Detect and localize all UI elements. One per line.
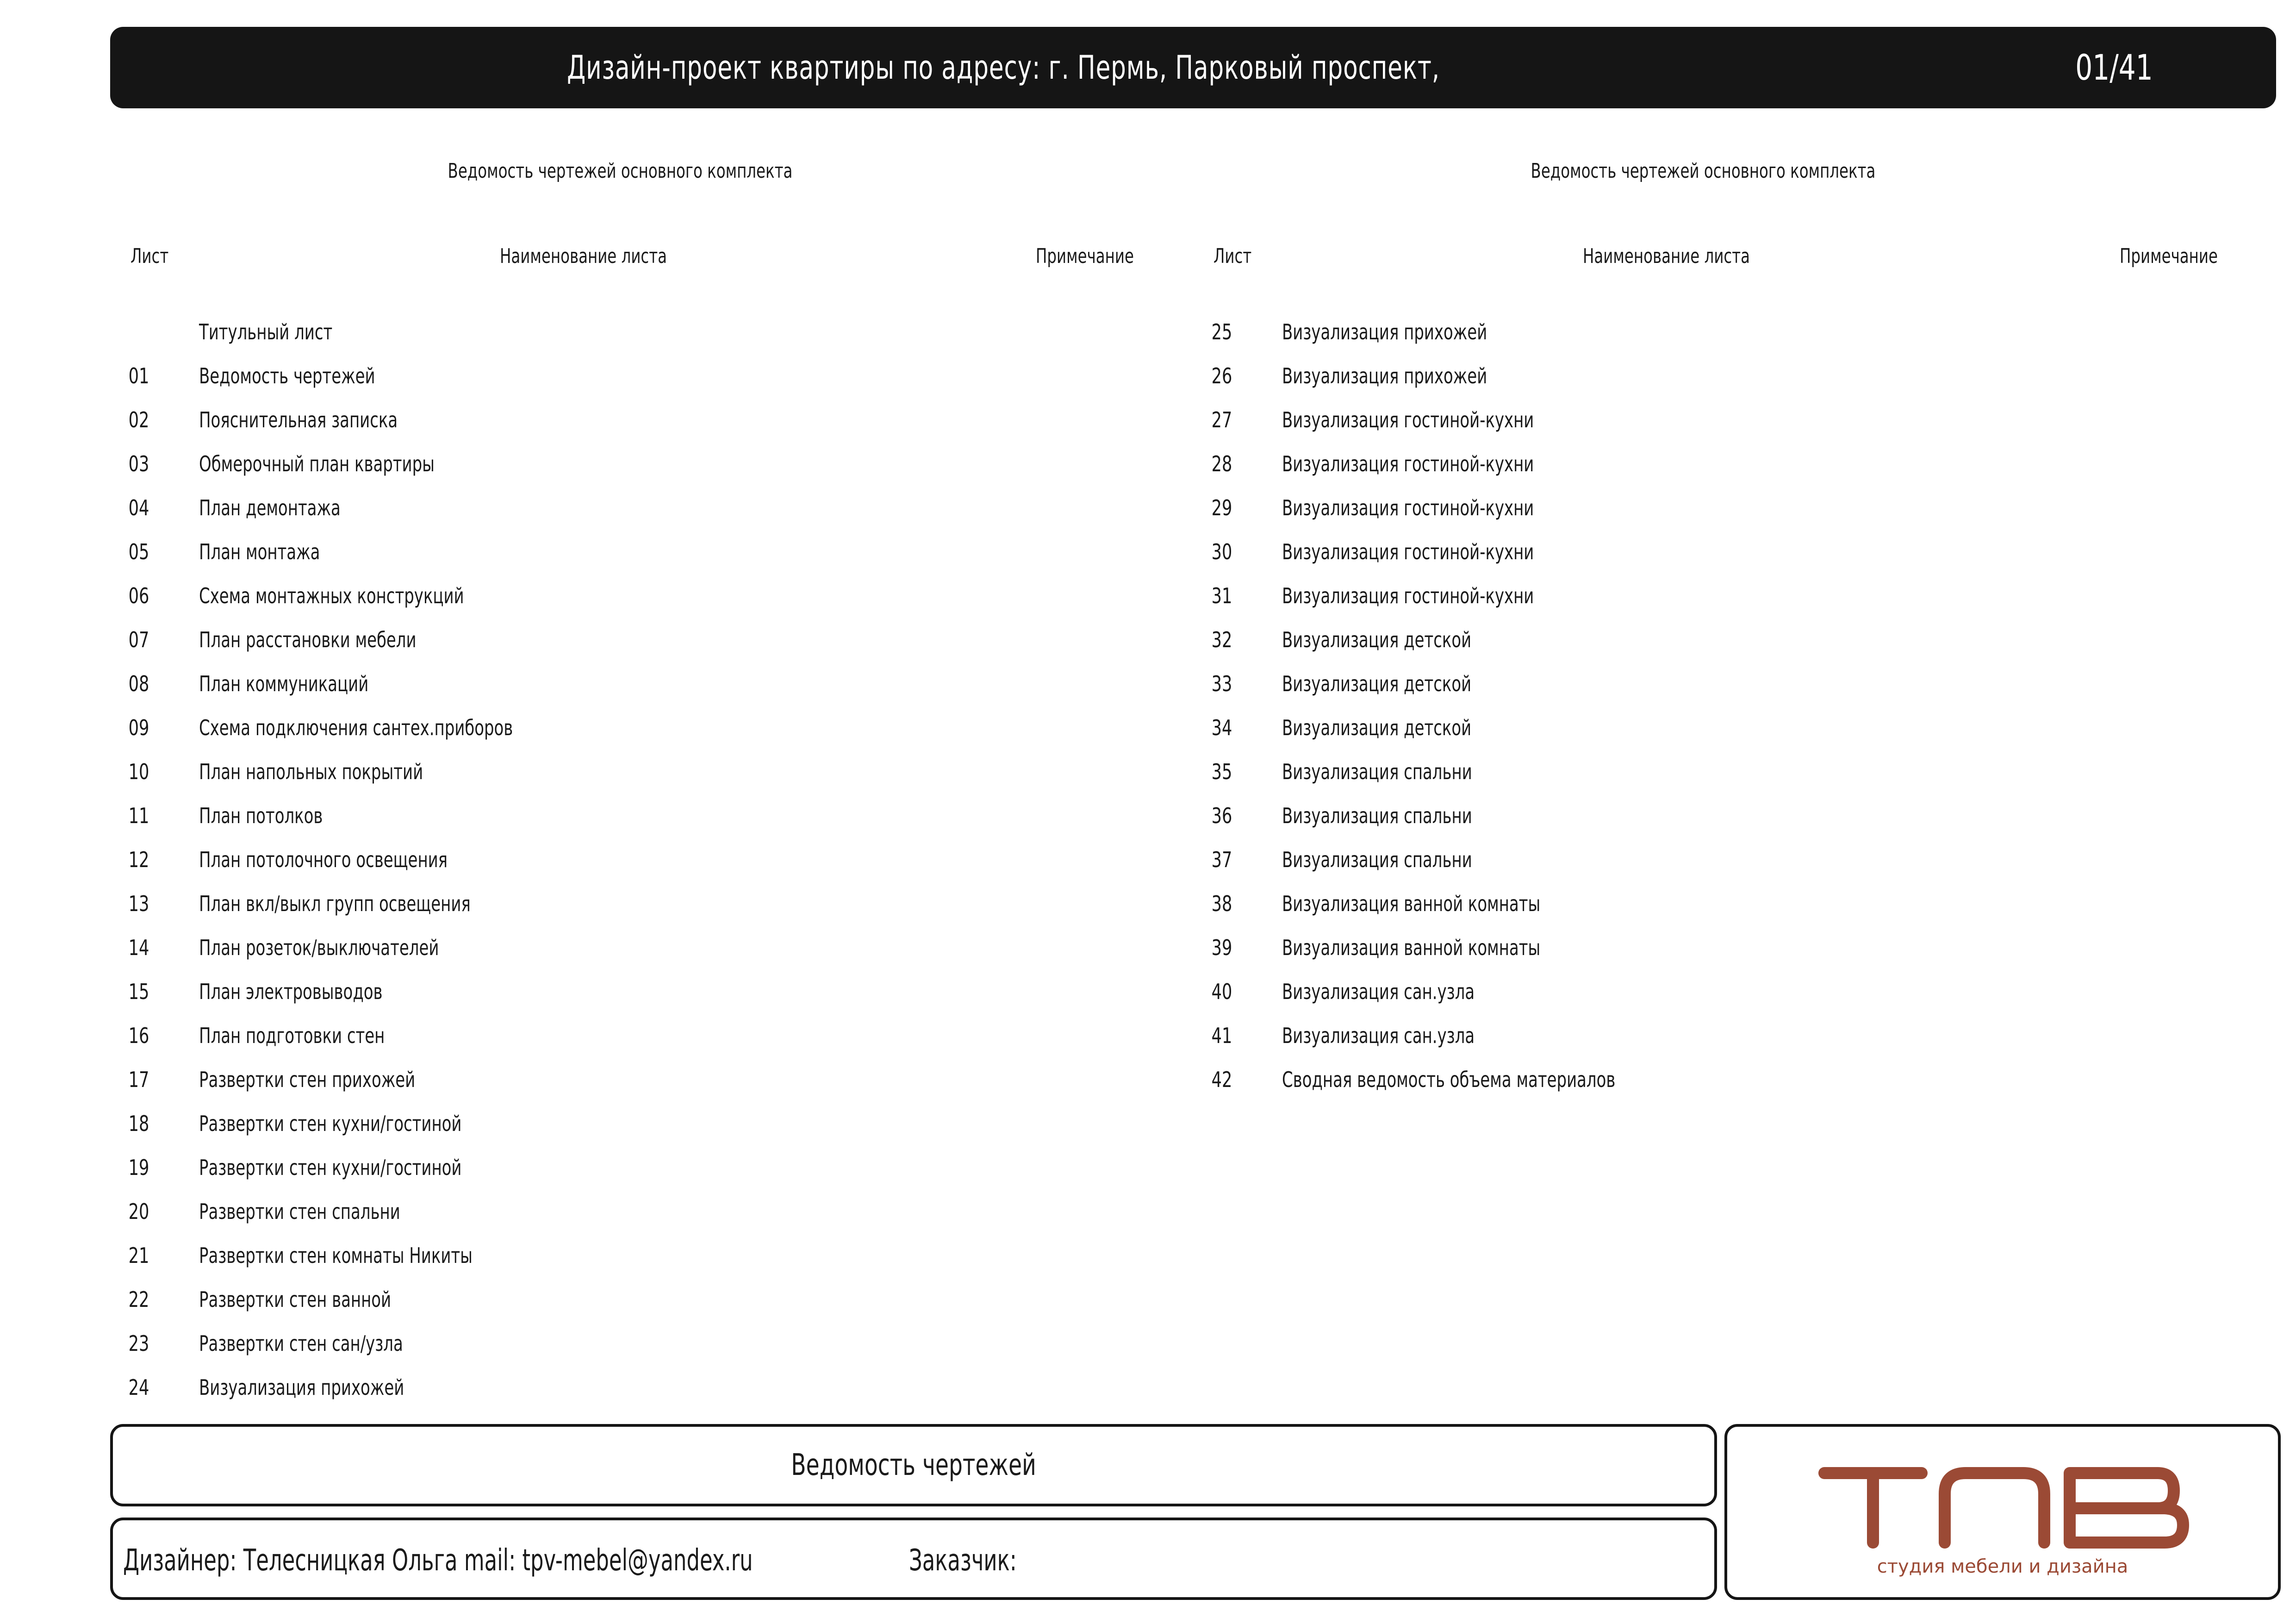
sheet-title: Визуализация гостиной-кухни	[1282, 583, 1534, 608]
table-row	[111, 627, 1083, 671]
sheet-title: Развертки стен кухни/гостиной	[199, 1111, 462, 1136]
sheet-number: 38	[1211, 891, 1232, 916]
sheet-number: 13	[128, 891, 149, 916]
table-row	[111, 759, 1083, 803]
sheet-number: 06	[128, 583, 149, 608]
sheet-title: План расстановки мебели	[199, 627, 417, 652]
sheet-number: 05	[128, 539, 149, 564]
sheet-title: План потолков	[199, 803, 323, 828]
table-row	[1194, 495, 2166, 539]
sheet-title: Визуализация гостиной-кухни	[1282, 407, 1534, 432]
sheet-title: План потолочного освещения	[199, 847, 448, 872]
sheet-number: 25	[1211, 319, 1232, 344]
table-row	[111, 1199, 1083, 1243]
sheet-number: 37	[1211, 847, 1232, 872]
sheet-title: Визуализация прихожей	[1282, 319, 1487, 344]
sheet-number: 39	[1211, 935, 1232, 960]
sheet-number: 36	[1211, 803, 1232, 828]
sheet-title: План демонтажа	[199, 495, 341, 520]
sheet-number: 10	[128, 759, 149, 784]
table-row	[111, 979, 1083, 1023]
sheet-number: 27	[1211, 407, 1232, 432]
column-note: Примечание	[1036, 244, 1134, 268]
table-row	[111, 1111, 1083, 1155]
sheet-number: 17	[128, 1067, 149, 1092]
sheet-number: 03	[128, 451, 149, 476]
table-row	[1194, 715, 2166, 759]
sheet-title: Титульный лист	[199, 319, 333, 344]
sheet-title: Визуализация гостиной-кухни	[1282, 451, 1534, 476]
sheet-number: 29	[1211, 495, 1232, 520]
sheet-title: Визуализация спальни	[1282, 759, 1472, 784]
table-row	[111, 495, 1083, 539]
sheet-number: 30	[1211, 539, 1232, 564]
sheet-title: Визуализация гостиной-кухни	[1282, 539, 1534, 564]
sheet-title: Обмерочный план квартиры	[199, 451, 435, 476]
table-row	[1194, 627, 2166, 671]
sheet-title: Развертки стен спальни	[199, 1199, 400, 1224]
sheet-number: 07	[128, 627, 149, 652]
table-row	[111, 319, 1083, 363]
sheet-number: 19	[128, 1155, 149, 1180]
sheet-title: Визуализация спальни	[1282, 803, 1472, 828]
sheet-number: 16	[128, 1023, 149, 1048]
table-row	[1194, 759, 2166, 803]
table-row	[111, 1331, 1083, 1375]
sheet-number: 11	[128, 803, 149, 828]
table-row	[1194, 979, 2166, 1023]
table-row	[111, 363, 1083, 407]
column-name: Наименование листа	[1583, 244, 1750, 268]
logo-letter-p	[1945, 1473, 2044, 1543]
sheet-title: Развертки стен комнаты Никиты	[199, 1243, 473, 1268]
project-title: Дизайн-проект квартиры по адресу: г. Пермь, Парковый проспект,	[566, 49, 1440, 87]
table-row	[111, 1023, 1083, 1067]
table-caption: Ведомость чертежей основного комплекта	[448, 159, 793, 183]
logo-letter-t	[1824, 1473, 1922, 1543]
table-row	[1194, 671, 2166, 715]
sheet-number: 24	[128, 1375, 149, 1400]
sheet-number: 33	[1211, 671, 1232, 696]
sheet-number: 20	[128, 1199, 149, 1224]
sheet-title: Визуализация ванной комнаты	[1282, 891, 1541, 916]
sheet-title: Схема подключения сантех.приборов	[199, 715, 513, 740]
table-row	[111, 847, 1083, 891]
client-label: Заказчик:	[909, 1543, 1017, 1578]
column-note: Примечание	[2120, 244, 2218, 268]
sheet-title: План монтажа	[199, 539, 320, 564]
sheet-number: 21	[128, 1243, 149, 1268]
table-row	[1194, 407, 2166, 451]
table-row	[111, 583, 1083, 627]
sheet-title: Развертки стен ванной	[199, 1287, 392, 1312]
sheet-number: 40	[1211, 979, 1232, 1004]
sheet-number: 35	[1211, 759, 1232, 784]
column-sheet: Лист	[131, 244, 169, 268]
sheet-title: План вкл/выкл групп освещения	[199, 891, 471, 916]
table-row	[1194, 1067, 2166, 1111]
sheet-title: Визуализация сан.узла	[1282, 979, 1475, 1004]
table-row	[1194, 847, 2166, 891]
title-bar	[110, 27, 2276, 108]
drawing-list-left	[111, 153, 1139, 1403]
sheet-title: Развертки стен прихожей	[199, 1067, 416, 1092]
table-row	[111, 891, 1083, 935]
table-caption: Ведомость чертежей основного комплекта	[1531, 159, 1876, 183]
sheet-number: 12	[128, 847, 149, 872]
sheet-number: 09	[128, 715, 149, 740]
sheet-number: 01	[128, 363, 149, 388]
drawing-list-right	[1194, 153, 2277, 1403]
tpv-logo	[1727, 1427, 2278, 1597]
sheet-number: 34	[1211, 715, 1232, 740]
sheet-title: План подготовки стен	[199, 1023, 385, 1048]
sheet-title: Визуализация спальни	[1282, 847, 1472, 872]
sheet-title: Визуализация детской	[1282, 671, 1472, 696]
sheet-number: 41	[1211, 1023, 1232, 1048]
sheet-title: План напольных покрытий	[199, 759, 423, 784]
designer-info: Дизайнер: Телесницкая Ольга mail: tpv-mebel@yandex.ru	[123, 1543, 753, 1578]
sheet-number: 31	[1211, 583, 1232, 608]
sheet-title: Развертки стен кухни/гостиной	[199, 1155, 462, 1180]
sheet-title: План электровыводов	[199, 979, 383, 1004]
table-row	[111, 715, 1083, 759]
table-row	[111, 803, 1083, 847]
table-row	[111, 407, 1083, 451]
table-row	[1194, 539, 2166, 583]
sheet-number: 32	[1211, 627, 1232, 652]
table-row	[1194, 1023, 2166, 1067]
table-row	[111, 1067, 1083, 1111]
sheet-title: Пояснительная записка	[199, 407, 398, 432]
sheet-number: 22	[128, 1287, 149, 1312]
sheet-title: Визуализация ванной комнаты	[1282, 935, 1541, 960]
sheet-title: План розеток/выключателей	[199, 935, 439, 960]
table-row	[111, 935, 1083, 979]
column-sheet: Лист	[1213, 244, 1252, 268]
sheet-title: Схема монтажных конструкций	[199, 583, 464, 608]
table-row	[111, 671, 1083, 715]
sheet-title: Ведомость чертежей	[199, 363, 375, 388]
page-number: 01/41	[2075, 47, 2153, 88]
table-row	[1194, 583, 2166, 627]
table-row	[1194, 363, 2166, 407]
sheet-title: Визуализация прихожей	[1282, 363, 1487, 388]
sheet-number: 18	[128, 1111, 149, 1136]
table-row	[111, 539, 1083, 583]
sheet-title: Визуализация детской	[1282, 715, 1472, 740]
sheet-name: Ведомость чертежей	[791, 1448, 1036, 1482]
sheet-title: Сводная ведомость объема материалов	[1282, 1067, 1616, 1092]
column-name: Наименование листа	[500, 244, 667, 268]
sheet-title: Визуализация детской	[1282, 627, 1472, 652]
logo-letter-v	[2070, 1473, 2183, 1543]
table-row	[1194, 319, 2166, 363]
table-row	[1194, 891, 2166, 935]
sheet-title: Развертки стен сан/узла	[199, 1331, 403, 1356]
table-row	[111, 1375, 1083, 1419]
table-row	[111, 1243, 1083, 1287]
sheet-number: 26	[1211, 363, 1232, 388]
designer-box	[110, 1518, 1717, 1600]
sheet-number: 23	[128, 1331, 149, 1356]
table-row	[111, 451, 1083, 495]
sheet-number: 14	[128, 935, 149, 960]
table-row	[1194, 451, 2166, 495]
logo-tagline: студия мебели и дизайна	[1877, 1556, 2128, 1577]
sheet-title: План коммуникаций	[199, 671, 369, 696]
sheet-name-box	[110, 1424, 1717, 1506]
sheet-number: 04	[128, 495, 149, 520]
sheet-title: Визуализация сан.узла	[1282, 1023, 1475, 1048]
logo-box	[1724, 1424, 2281, 1600]
sheet-title: Визуализация гостиной-кухни	[1282, 495, 1534, 520]
sheet-number: 42	[1211, 1067, 1232, 1092]
table-row	[111, 1155, 1083, 1199]
table-row	[1194, 935, 2166, 979]
table-row	[1194, 803, 2166, 847]
table-row	[111, 1287, 1083, 1331]
sheet-number: 15	[128, 979, 149, 1004]
sheet-title: Визуализация прихожей	[199, 1375, 404, 1400]
sheet-number: 02	[128, 407, 149, 432]
sheet-number: 08	[128, 671, 149, 696]
sheet-number: 28	[1211, 451, 1232, 476]
